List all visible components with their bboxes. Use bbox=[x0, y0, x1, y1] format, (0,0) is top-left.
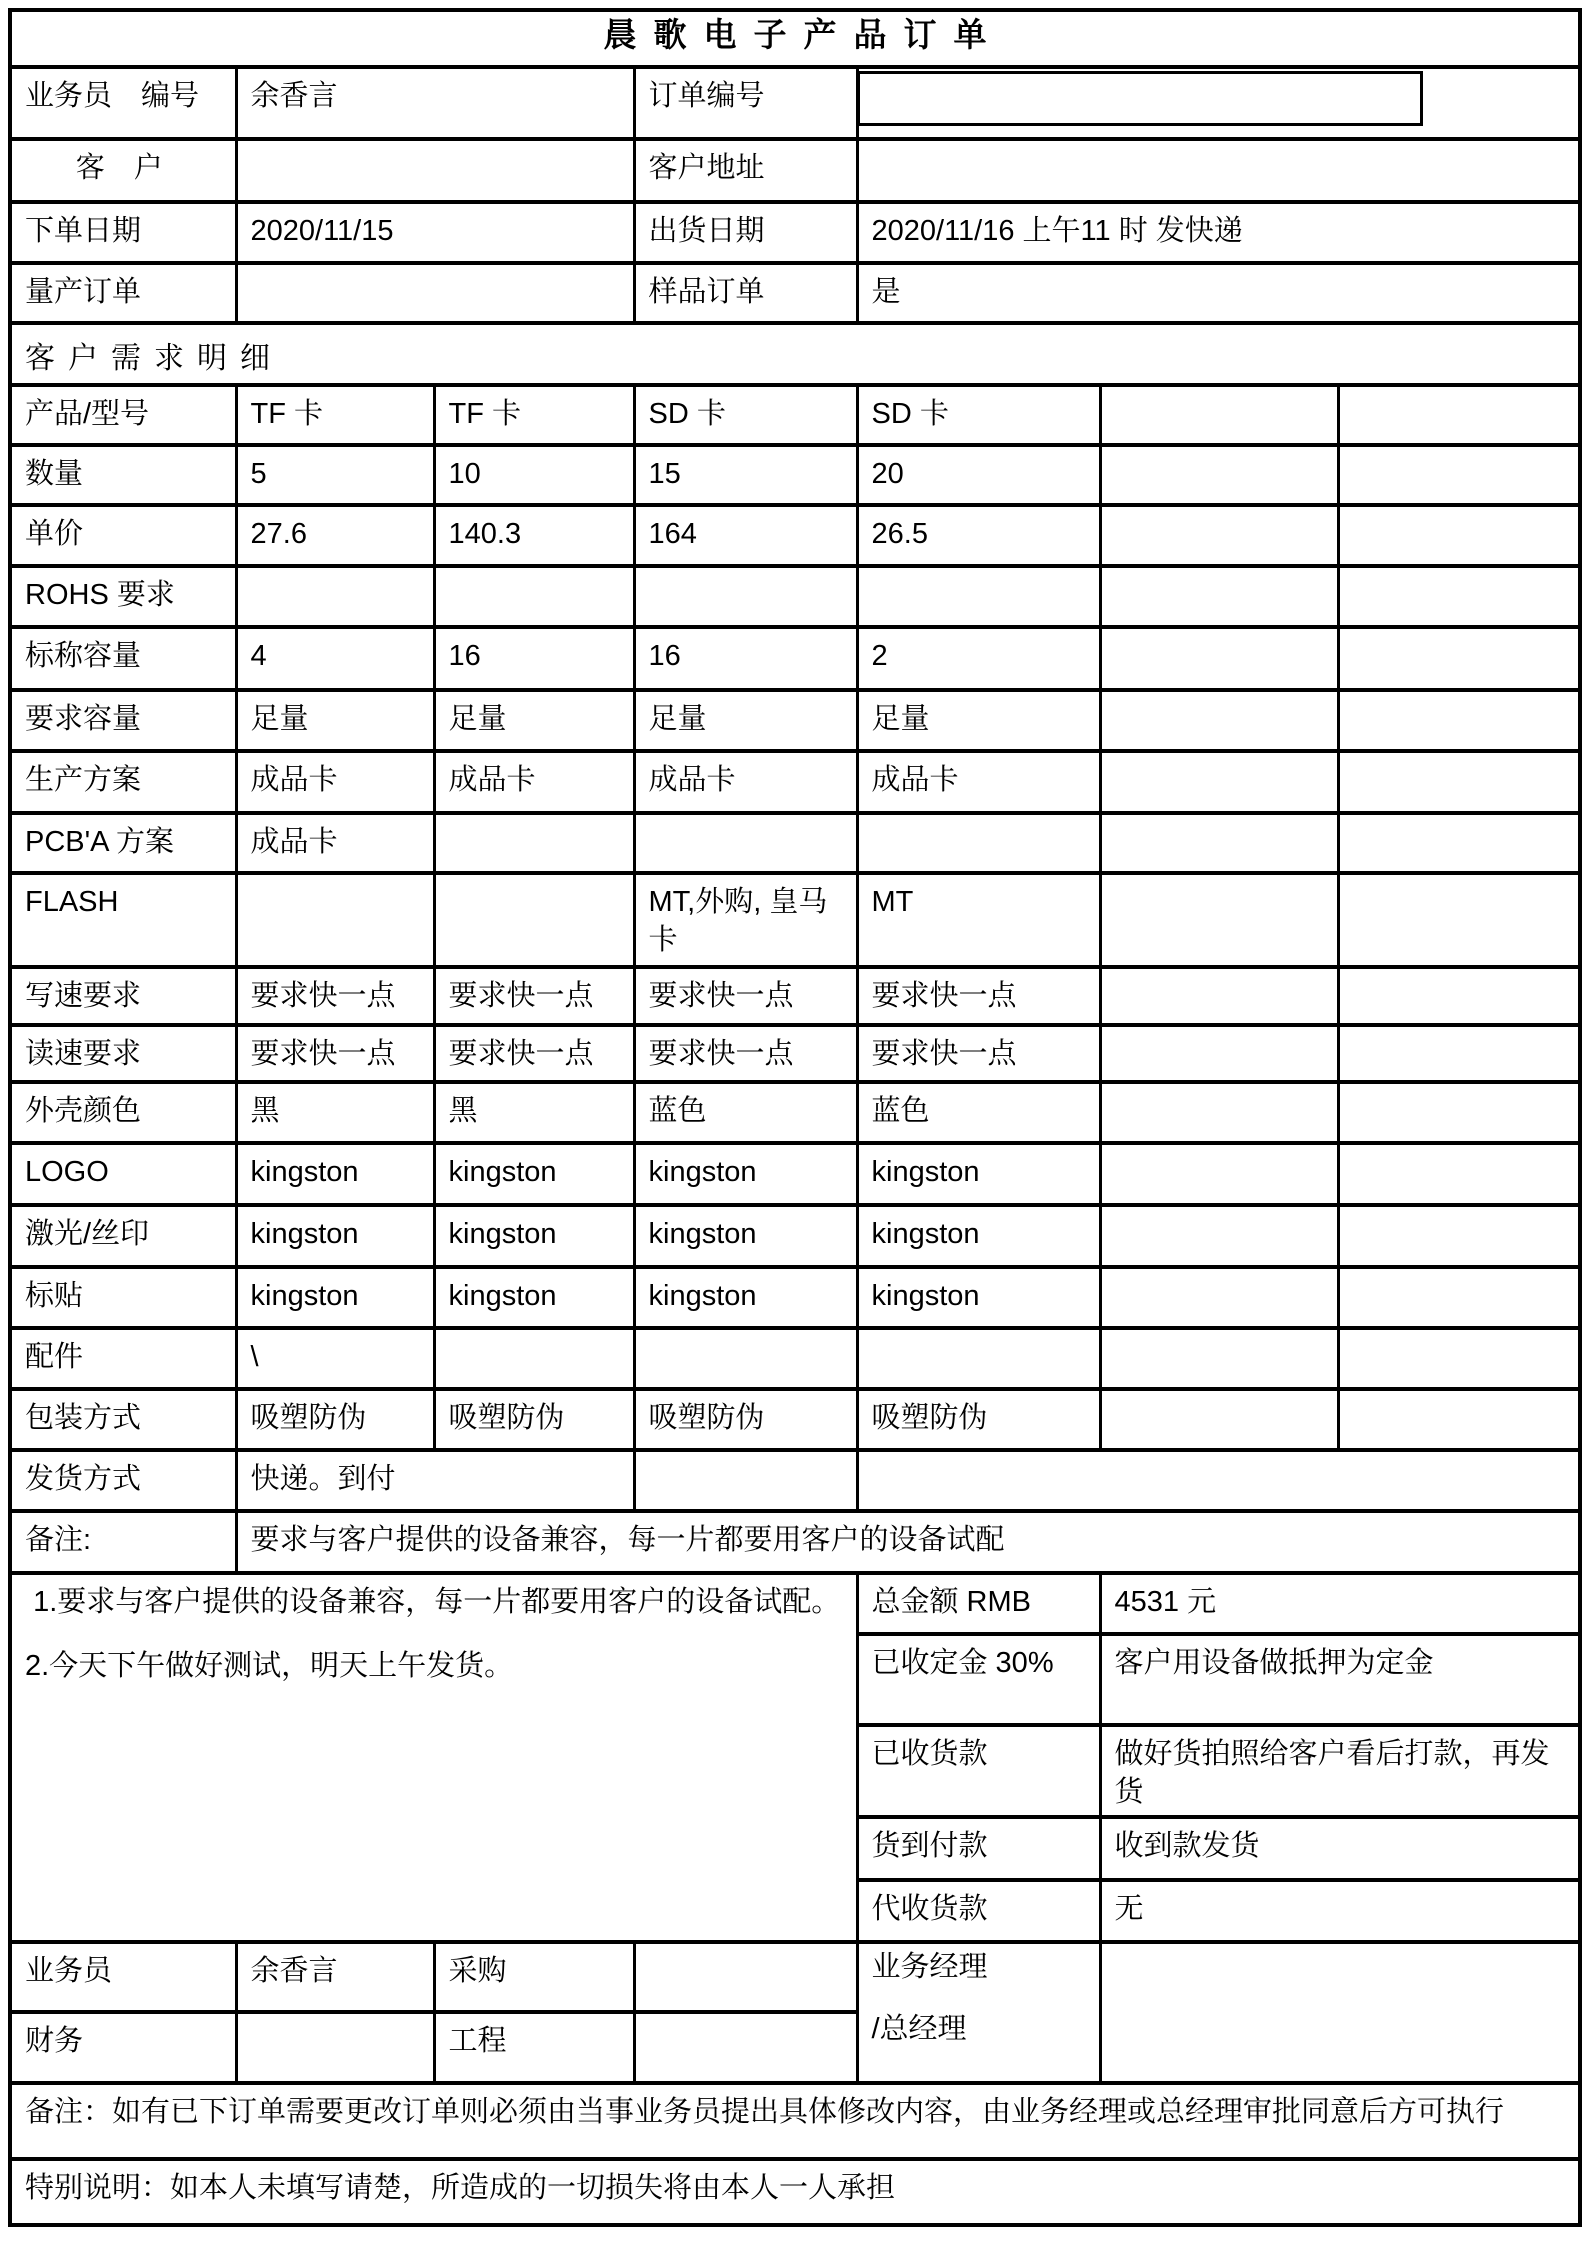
footer-section bbox=[10, 2083, 1580, 2225]
salesperson-row bbox=[10, 67, 1580, 139]
detail-cell: kingston bbox=[434, 1205, 634, 1267]
detail-cell bbox=[1338, 690, 1580, 751]
order-no-input-box bbox=[857, 71, 1423, 126]
customer-row bbox=[10, 139, 1580, 202]
detail-cell: kingston bbox=[634, 1205, 857, 1267]
detail-cell: kingston bbox=[634, 1267, 857, 1328]
mass-order-label: 量产订单 bbox=[10, 263, 236, 323]
detail-cell: 20 bbox=[857, 445, 1100, 505]
detail-row-label: 要求容量 bbox=[10, 690, 236, 751]
detail-cell bbox=[1338, 1328, 1580, 1389]
sign-engineering-value bbox=[634, 2012, 857, 2084]
date-row bbox=[10, 202, 1580, 263]
detail-row bbox=[10, 566, 1580, 627]
sign-manager-label bbox=[857, 1942, 1100, 2083]
shipping-empty-cell bbox=[634, 1450, 857, 1511]
detail-cell bbox=[857, 813, 1100, 873]
detail-cell bbox=[434, 1328, 634, 1389]
detail-cell bbox=[1100, 627, 1338, 690]
detail-row-label: LOGO bbox=[10, 1143, 236, 1205]
detail-row bbox=[10, 385, 1580, 445]
detail-row-label: 生产方案 bbox=[10, 751, 236, 813]
order-form bbox=[8, 8, 1586, 2227]
detail-section bbox=[10, 385, 1580, 1450]
detail-cell bbox=[1338, 627, 1580, 690]
detail-row bbox=[10, 751, 1580, 813]
footer-special-row bbox=[10, 2159, 1580, 2225]
detail-cell: 黑 bbox=[434, 1082, 634, 1143]
detail-row bbox=[10, 1143, 1580, 1205]
detail-cell: 要求快一点 bbox=[857, 967, 1100, 1025]
detail-row bbox=[10, 445, 1580, 505]
detail-cell: TF 卡 bbox=[236, 385, 434, 445]
sign-manager-value bbox=[1100, 1942, 1580, 2083]
detail-cell bbox=[1100, 445, 1338, 505]
shipping-row bbox=[10, 1450, 1580, 1511]
customer-address-label: 客户地址 bbox=[634, 139, 857, 202]
mass-order-value bbox=[236, 263, 634, 323]
detail-cell: 吸塑防伪 bbox=[236, 1389, 434, 1450]
detail-cell bbox=[236, 566, 434, 627]
detail-row bbox=[10, 627, 1580, 690]
detail-cell bbox=[1100, 690, 1338, 751]
detail-cell bbox=[1338, 967, 1580, 1025]
order-form-table bbox=[8, 8, 1582, 2227]
detail-cell bbox=[1338, 445, 1580, 505]
shipping-value: 快递。到付 bbox=[236, 1450, 634, 1511]
detail-cell: kingston bbox=[236, 1205, 434, 1267]
sign-finance-label: 财务 bbox=[10, 2012, 236, 2084]
detail-cell bbox=[1100, 751, 1338, 813]
detail-cell: SD 卡 bbox=[634, 385, 857, 445]
detail-cell bbox=[434, 566, 634, 627]
detail-cell: 黑 bbox=[236, 1082, 434, 1143]
detail-cell: 要求快一点 bbox=[236, 1025, 434, 1082]
deposit-label: 已收定金 30% bbox=[857, 1634, 1100, 1725]
detail-cell bbox=[1100, 505, 1338, 566]
detail-cell bbox=[1338, 751, 1580, 813]
payment-row bbox=[10, 1573, 1580, 1634]
remark-row bbox=[10, 1511, 1580, 1573]
detail-row-label: PCB'A 方案 bbox=[10, 813, 236, 873]
detail-cell bbox=[1100, 967, 1338, 1025]
detail-cell: 蓝色 bbox=[857, 1082, 1100, 1143]
sample-order-value: 是 bbox=[857, 263, 1580, 323]
detail-row bbox=[10, 967, 1580, 1025]
sample-order-label: 样品订单 bbox=[634, 263, 857, 323]
detail-cell bbox=[1100, 1267, 1338, 1328]
detail-cell: kingston bbox=[857, 1143, 1100, 1205]
received-payment-value: 做好货拍照给客户看后打款，再发货 bbox=[1100, 1725, 1580, 1817]
detail-row-label: 配件 bbox=[10, 1328, 236, 1389]
cod-value: 收到款发货 bbox=[1100, 1817, 1580, 1880]
detail-cell: 成品卡 bbox=[634, 751, 857, 813]
detail-cell: 要求快一点 bbox=[634, 967, 857, 1025]
detail-cell: 10 bbox=[434, 445, 634, 505]
detail-cell: 26.5 bbox=[857, 505, 1100, 566]
detail-cell: kingston bbox=[634, 1143, 857, 1205]
detail-cell: 164 bbox=[634, 505, 857, 566]
sign-engineering-label: 工程 bbox=[434, 2012, 634, 2084]
detail-row-label: 写速要求 bbox=[10, 967, 236, 1025]
detail-cell: 吸塑防伪 bbox=[634, 1389, 857, 1450]
sign-salesperson-label: 业务员 bbox=[10, 1942, 236, 2011]
order-note-2: 2.今天下午做好测试，明天上午发货。 bbox=[25, 1649, 514, 1682]
detail-cell: 成品卡 bbox=[857, 751, 1100, 813]
sign-manager-label-line1: 业务经理 bbox=[871, 1951, 988, 1984]
detail-cell bbox=[1100, 1389, 1338, 1450]
cod-label: 货到付款 bbox=[857, 1817, 1100, 1880]
detail-cell: 27.6 bbox=[236, 505, 434, 566]
ship-date-value: 2020/11/16 上午11 时 发快递 bbox=[857, 202, 1580, 263]
detail-row bbox=[10, 1328, 1580, 1389]
detail-cell: kingston bbox=[236, 1267, 434, 1328]
detail-cell bbox=[1100, 1082, 1338, 1143]
detail-cell bbox=[1100, 1143, 1338, 1205]
sign-purchasing-label: 采购 bbox=[434, 1942, 634, 2011]
detail-cell bbox=[857, 566, 1100, 627]
salesperson-label: 业务员 编号 bbox=[10, 67, 236, 139]
detail-cell: kingston bbox=[434, 1267, 634, 1328]
footer-remark: 备注：如有已下订单需要更改订单则必须由当事业务员提出具体修改内容，由业务经理或总经理审批同意后方可执行 bbox=[10, 2083, 1580, 2159]
detail-row bbox=[10, 813, 1580, 873]
order-type-row bbox=[10, 263, 1580, 323]
detail-cell: 成品卡 bbox=[434, 751, 634, 813]
payment-section bbox=[10, 1573, 1580, 1942]
detail-cell bbox=[634, 1328, 857, 1389]
sign-salesperson-value: 余香言 bbox=[236, 1942, 434, 2011]
detail-cell: 吸塑防伪 bbox=[434, 1389, 634, 1450]
detail-cell: kingston bbox=[857, 1205, 1100, 1267]
footer-special-note: 特别说明：如本人未填写请楚，所造成的一切损失将由本人一人承担 bbox=[10, 2159, 1580, 2225]
detail-row bbox=[10, 1267, 1580, 1328]
remark-label: 备注: bbox=[10, 1511, 236, 1573]
detail-cell bbox=[1338, 505, 1580, 566]
detail-cell: 吸塑防伪 bbox=[857, 1389, 1100, 1450]
signature-row bbox=[10, 1942, 1580, 2011]
detail-cell bbox=[1338, 1143, 1580, 1205]
order-no-label: 订单编号 bbox=[634, 67, 857, 139]
detail-row bbox=[10, 873, 1580, 967]
detail-cell: 足量 bbox=[857, 690, 1100, 751]
detail-cell bbox=[1338, 813, 1580, 873]
order-notes-cell bbox=[10, 1573, 857, 1942]
total-amount-label: 总金额 RMB bbox=[857, 1573, 1100, 1634]
order-no-cell bbox=[857, 67, 1580, 139]
detail-cell: 要求快一点 bbox=[434, 1025, 634, 1082]
collect-payment-label: 代收货款 bbox=[857, 1880, 1100, 1942]
detail-cell: MT,外购, 皇马卡 bbox=[634, 873, 857, 967]
detail-cell bbox=[857, 1328, 1100, 1389]
remark-value: 要求与客户提供的设备兼容，每一片都要用客户的设备试配 bbox=[236, 1511, 1580, 1573]
signature-section bbox=[10, 1942, 1580, 2083]
detail-row-label: 外壳颜色 bbox=[10, 1082, 236, 1143]
deposit-value: 客户用设备做抵押为定金 bbox=[1100, 1634, 1580, 1725]
detail-cell bbox=[1338, 873, 1580, 967]
detail-cell: 足量 bbox=[634, 690, 857, 751]
detail-cell: 要求快一点 bbox=[857, 1025, 1100, 1082]
detail-cell bbox=[634, 566, 857, 627]
detail-row bbox=[10, 505, 1580, 566]
detail-cell: TF 卡 bbox=[434, 385, 634, 445]
detail-cell bbox=[1338, 1267, 1580, 1328]
detail-cell: MT bbox=[857, 873, 1100, 967]
detail-cell: 16 bbox=[434, 627, 634, 690]
customer-label: 客 户 bbox=[10, 139, 236, 202]
detail-cell bbox=[1100, 1328, 1338, 1389]
order-date-label: 下单日期 bbox=[10, 202, 236, 263]
detail-row bbox=[10, 690, 1580, 751]
detail-cell: kingston bbox=[857, 1267, 1100, 1328]
detail-cell: 足量 bbox=[236, 690, 434, 751]
detail-cell: 要求快一点 bbox=[634, 1025, 857, 1082]
detail-row bbox=[10, 1205, 1580, 1267]
salesperson-value: 余香言 bbox=[236, 67, 634, 139]
shipping-empty-cell-2 bbox=[857, 1450, 1580, 1511]
detail-cell: 成品卡 bbox=[236, 751, 434, 813]
received-payment-label: 已收货款 bbox=[857, 1725, 1100, 1817]
detail-cell bbox=[1338, 385, 1580, 445]
detail-row-label: 标贴 bbox=[10, 1267, 236, 1328]
section-title: 客户需求明细 bbox=[10, 323, 1580, 385]
detail-row-label: 标称容量 bbox=[10, 627, 236, 690]
section-title-row bbox=[10, 323, 1580, 385]
detail-cell bbox=[1338, 1025, 1580, 1082]
detail-cell: 蓝色 bbox=[634, 1082, 857, 1143]
detail-cell bbox=[1338, 566, 1580, 627]
detail-row-label: ROHS 要求 bbox=[10, 566, 236, 627]
detail-cell: 15 bbox=[634, 445, 857, 505]
detail-cell: kingston bbox=[434, 1143, 634, 1205]
detail-cell: 16 bbox=[634, 627, 857, 690]
detail-cell: 2 bbox=[857, 627, 1100, 690]
detail-cell bbox=[236, 873, 434, 967]
detail-tail-section bbox=[10, 1450, 1580, 1573]
detail-cell: 足量 bbox=[434, 690, 634, 751]
detail-cell bbox=[1338, 1389, 1580, 1450]
detail-row bbox=[10, 1025, 1580, 1082]
detail-row-label: 包装方式 bbox=[10, 1389, 236, 1450]
detail-cell bbox=[1100, 566, 1338, 627]
title-row bbox=[10, 10, 1580, 67]
header-section bbox=[10, 10, 1580, 385]
detail-cell: kingston bbox=[236, 1143, 434, 1205]
detail-cell: 140.3 bbox=[434, 505, 634, 566]
sign-manager-label-line2: /总经理 bbox=[871, 2013, 967, 2046]
detail-row bbox=[10, 1389, 1580, 1450]
detail-cell: SD 卡 bbox=[857, 385, 1100, 445]
order-date-value: 2020/11/15 bbox=[236, 202, 634, 263]
page-title: 晨歌电子产品订单 bbox=[10, 10, 1580, 67]
detail-row-label: 数量 bbox=[10, 445, 236, 505]
footer-remark-row bbox=[10, 2083, 1580, 2159]
detail-row-label: 产品/型号 bbox=[10, 385, 236, 445]
detail-cell: 成品卡 bbox=[236, 813, 434, 873]
detail-cell bbox=[634, 813, 857, 873]
detail-row-label: 读速要求 bbox=[10, 1025, 236, 1082]
detail-cell: \ bbox=[236, 1328, 434, 1389]
detail-row-label: FLASH bbox=[10, 873, 236, 967]
detail-cell bbox=[1100, 873, 1338, 967]
detail-cell bbox=[1100, 385, 1338, 445]
detail-row-label: 单价 bbox=[10, 505, 236, 566]
detail-cell: 4 bbox=[236, 627, 434, 690]
collect-payment-value: 无 bbox=[1100, 1880, 1580, 1942]
customer-address-value bbox=[857, 139, 1580, 202]
detail-cell: 5 bbox=[236, 445, 434, 505]
sign-purchasing-value bbox=[634, 1942, 857, 2011]
detail-cell bbox=[1100, 813, 1338, 873]
detail-cell: 要求快一点 bbox=[236, 967, 434, 1025]
detail-cell bbox=[1338, 1082, 1580, 1143]
detail-cell bbox=[434, 873, 634, 967]
detail-cell: 要求快一点 bbox=[434, 967, 634, 1025]
customer-value bbox=[236, 139, 634, 202]
detail-cell bbox=[1100, 1205, 1338, 1267]
total-amount-value: 4531 元 bbox=[1100, 1573, 1580, 1634]
detail-cell bbox=[1100, 1025, 1338, 1082]
ship-date-label: 出货日期 bbox=[634, 202, 857, 263]
shipping-label: 发货方式 bbox=[10, 1450, 236, 1511]
sign-finance-value bbox=[236, 2012, 434, 2084]
detail-cell bbox=[1338, 1205, 1580, 1267]
order-note-1: 1.要求与客户提供的设备兼容，每一片都要用客户的设备试配。 bbox=[25, 1585, 841, 1618]
detail-row-label: 激光/丝印 bbox=[10, 1205, 236, 1267]
detail-cell bbox=[434, 813, 634, 873]
detail-row bbox=[10, 1082, 1580, 1143]
